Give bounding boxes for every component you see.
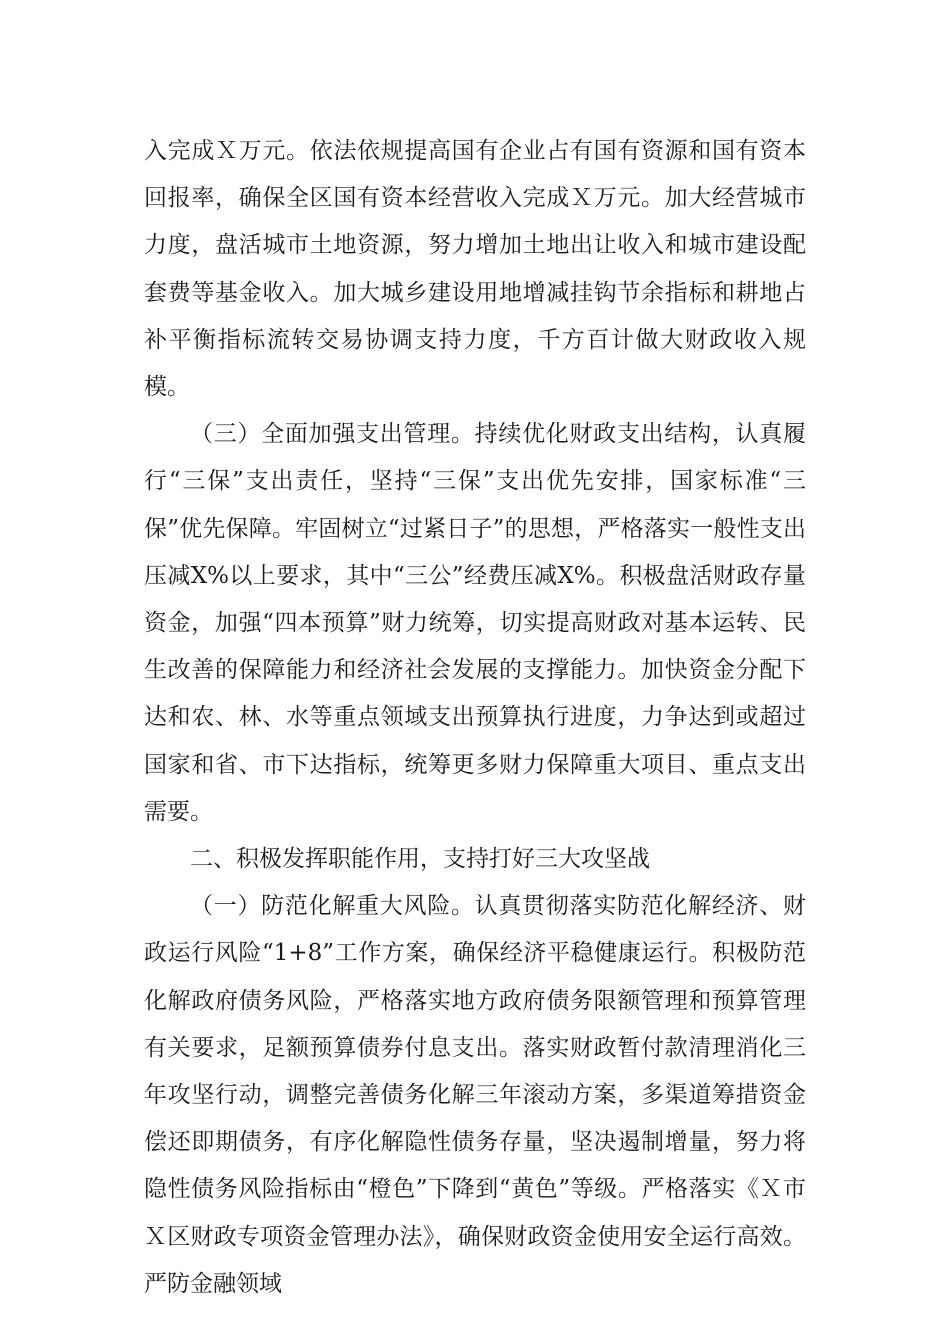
section-heading-two: 二、积极发挥职能作用，支持打好三大攻坚战 — [190, 846, 650, 873]
paragraph-expenditure-management: （三）全面加强支出管理。持续优化财政支出结构，认真履行“三保”支出责任，坚持“三保”支出优先安排，国家标准“三保”优先保障。牢固树立“过紧日子”的思想，严格落实一般性支出压减X%以上要求，其中“三公”经费压减X%。积极盘活财政存量资金，加强“四本预算”财力统筹，切实提高财政对基本运转、民生改善的保障能力和经济社会发展的支撑能力。加快资金分配下达和农、林、水等重点领域支出预算执行进度，力争达到或超过国家和省、市下达指标，统筹更多财力保障重大项目、重点支出需要。 — [144, 421, 806, 825]
paragraph-revenue-continuation: 入完成Ｘ万元。依法依规提高国有企业占有国有资源和国有资本回报率，确保全区国有资本经营收入完成Ｘ万元。加大经营城市力度，盘活城市土地资源，努力增加土地出让收入和城市建设配套费等基金收入。加大城乡建设用地增减挂钩节余指标和耕地占补平衡指标流转交易协调支持力度，千方百计做大财政收入规模。 — [144, 138, 806, 401]
paragraph-risk-prevention: （一）防范化解重大风险。认真贯彻落实防范化解经济、财政运行风险“1+8”工作方案，确保经济平稳健康运行。积极防范化解政府债务风险，严格落实地方政府债务限额管理和预算管理有关要求，足额预算债券付息支出。落实财政暂付款清理消化三年攻坚行动，调整完善债务化解三年滚动方案，多渠道筹措资金偿还即期债务，有序化解隐性债务存量，坚决遏制增量，努力将隐性债务风险指标由“橙色”下降到“黄色”等级。严格落实《Ｘ市Ｘ区财政专项资金管理办法》，确保财政资金使用安全运行高效。严防金融领域 — [144, 893, 806, 1297]
document-body — [144, 128, 806, 1308]
